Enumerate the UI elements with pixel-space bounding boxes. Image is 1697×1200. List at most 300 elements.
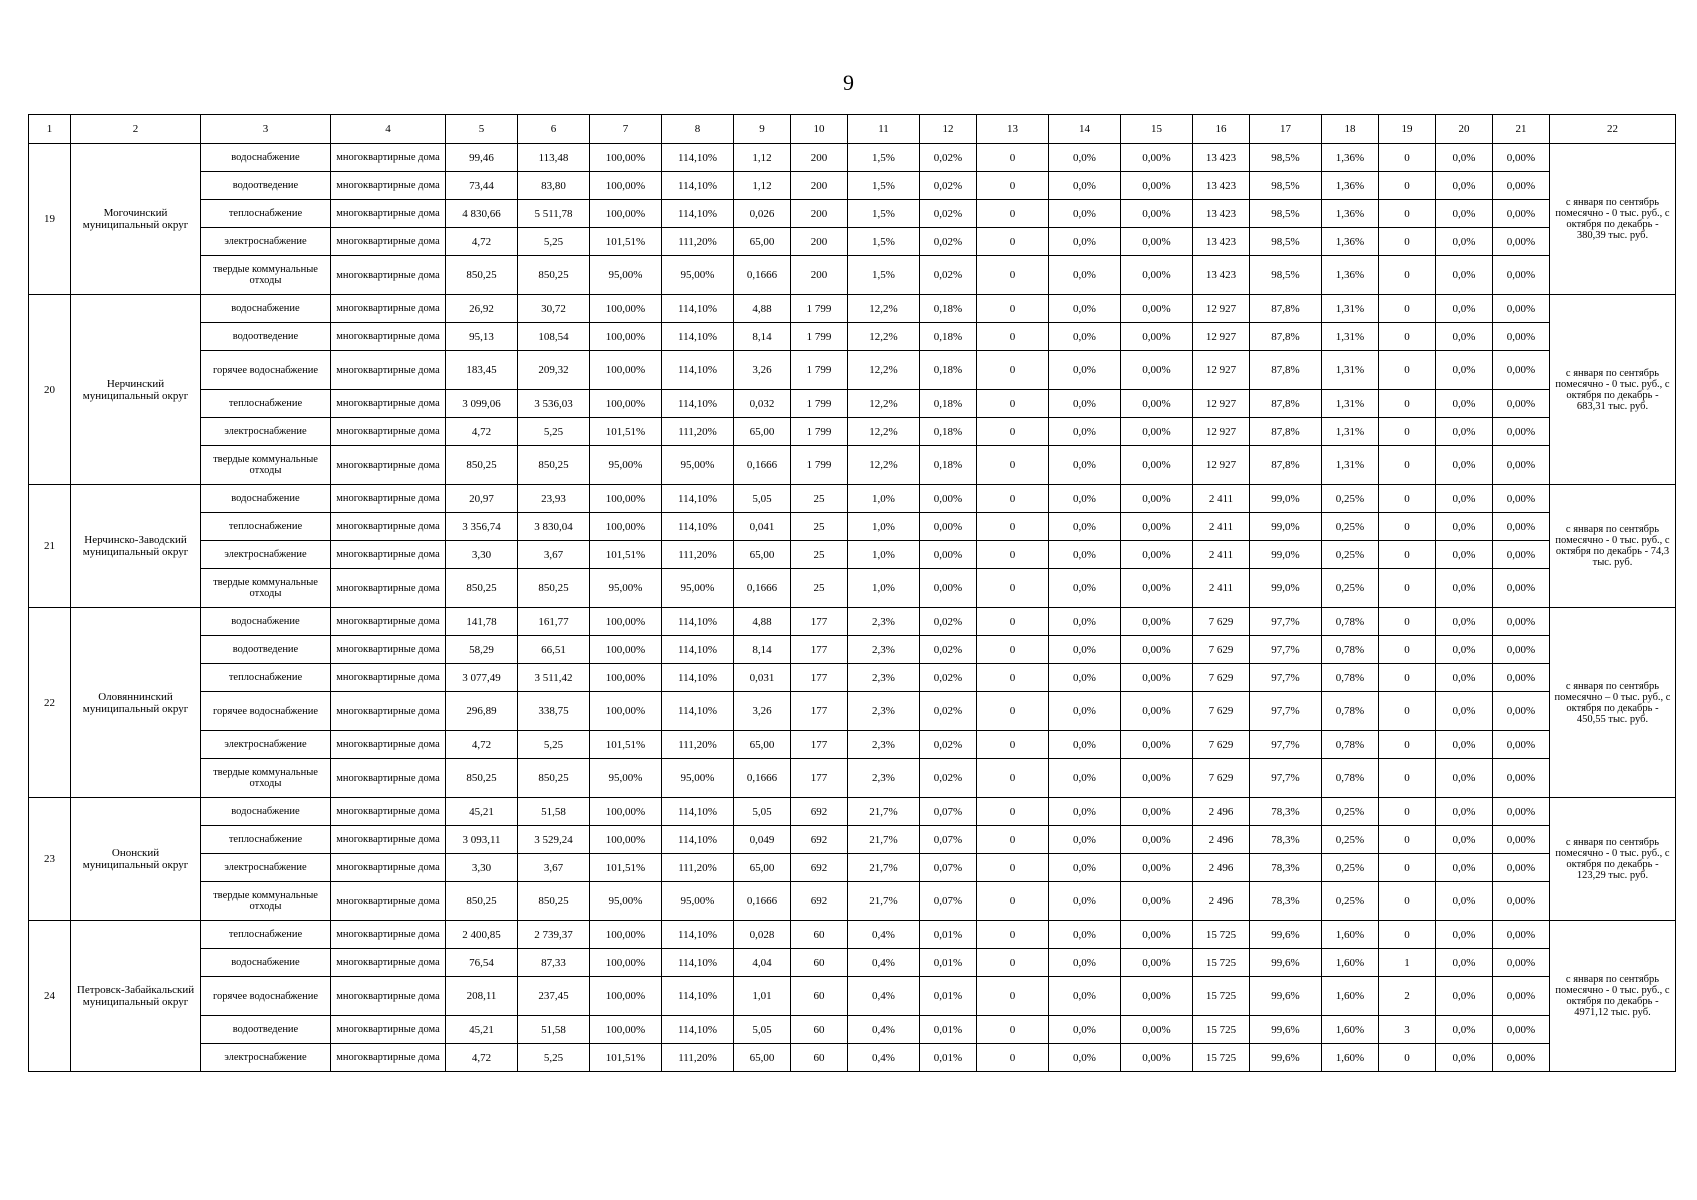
value-cell: 0,4% <box>848 949 920 977</box>
value-cell: 101,51% <box>590 228 662 256</box>
value-cell: 0,0% <box>1436 256 1493 295</box>
value-cell: 0,0% <box>1049 351 1121 390</box>
value-cell: 100,00% <box>590 1016 662 1044</box>
value-cell: 114,10% <box>662 1016 734 1044</box>
value-cell: 2 496 <box>1193 798 1250 826</box>
value-cell: 13 423 <box>1193 144 1250 172</box>
value-cell: 0 <box>977 854 1049 882</box>
value-cell: 0,00% <box>1493 446 1550 485</box>
value-cell: 0 <box>977 256 1049 295</box>
value-cell: 66,51 <box>518 636 590 664</box>
table-row <box>29 731 1676 759</box>
value-cell: 4,72 <box>446 731 518 759</box>
tariff-table <box>28 114 1676 1072</box>
value-cell: 2 496 <box>1193 826 1250 854</box>
value-cell: 21,7% <box>848 854 920 882</box>
value-cell: 0,0% <box>1049 200 1121 228</box>
value-cell: 1,36% <box>1322 228 1379 256</box>
value-cell: 0,00% <box>1121 664 1193 692</box>
value-cell: 58,29 <box>446 636 518 664</box>
service-name: твердые коммунальные отходы <box>201 759 331 798</box>
housing-type: многоквартирные дома <box>331 485 446 513</box>
value-cell: 0,00% <box>1493 608 1550 636</box>
value-cell: 0,031 <box>734 664 791 692</box>
value-cell: 0 <box>977 513 1049 541</box>
value-cell: 0 <box>1379 418 1436 446</box>
housing-type: многоквартирные дома <box>331 1016 446 1044</box>
table-row <box>29 882 1676 921</box>
value-cell: 0,02% <box>920 692 977 731</box>
value-cell: 0,02% <box>920 731 977 759</box>
value-cell: 3 356,74 <box>446 513 518 541</box>
value-cell: 0,00% <box>1493 351 1550 390</box>
value-cell: 1,5% <box>848 200 920 228</box>
table-row <box>29 921 1676 949</box>
value-cell: 98,5% <box>1250 256 1322 295</box>
value-cell: 15 725 <box>1193 1044 1250 1072</box>
value-cell: 0 <box>1379 390 1436 418</box>
housing-type: многоквартирные дома <box>331 351 446 390</box>
value-cell: 0,00% <box>1121 513 1193 541</box>
value-cell: 208,11 <box>446 977 518 1016</box>
value-cell: 12,2% <box>848 295 920 323</box>
district-name: Нерчинско-Заводский муниципальный округ <box>71 485 201 608</box>
value-cell: 161,77 <box>518 608 590 636</box>
value-cell: 0,00% <box>1121 256 1193 295</box>
value-cell: 5,05 <box>734 485 791 513</box>
value-cell: 0,028 <box>734 921 791 949</box>
column-header: 18 <box>1322 115 1379 144</box>
value-cell: 0,0% <box>1436 172 1493 200</box>
value-cell: 99,0% <box>1250 569 1322 608</box>
value-cell: 2 400,85 <box>446 921 518 949</box>
value-cell: 0,18% <box>920 418 977 446</box>
value-cell: 60 <box>791 949 848 977</box>
value-cell: 99,0% <box>1250 541 1322 569</box>
value-cell: 1,0% <box>848 569 920 608</box>
value-cell: 1,0% <box>848 485 920 513</box>
value-cell: 0,1666 <box>734 569 791 608</box>
value-cell: 108,54 <box>518 323 590 351</box>
housing-type: многоквартирные дома <box>331 826 446 854</box>
column-header: 3 <box>201 115 331 144</box>
value-cell: 65,00 <box>734 854 791 882</box>
value-cell: 0,02% <box>920 256 977 295</box>
value-cell: 25 <box>791 541 848 569</box>
value-cell: 0,0% <box>1436 323 1493 351</box>
table-row <box>29 977 1676 1016</box>
service-name: горячее водоснабжение <box>201 692 331 731</box>
value-cell: 100,00% <box>590 200 662 228</box>
payment-note: с января по сентябрь помесячно – 0 тыс. руб., с октября по декабрь - 450,55 тыс. руб. <box>1550 608 1676 798</box>
value-cell: 177 <box>791 692 848 731</box>
housing-type: многоквартирные дома <box>331 541 446 569</box>
value-cell: 45,21 <box>446 1016 518 1044</box>
value-cell: 0,00% <box>1121 854 1193 882</box>
value-cell: 0,00% <box>1493 172 1550 200</box>
column-header: 14 <box>1049 115 1121 144</box>
value-cell: 0,0% <box>1049 228 1121 256</box>
payment-note: с января по сентябрь помесячно - 0 тыс. руб., с октября по декабрь - 74,3 тыс. руб. <box>1550 485 1676 608</box>
housing-type: многоквартирные дома <box>331 1044 446 1072</box>
value-cell: 100,00% <box>590 692 662 731</box>
value-cell: 0 <box>977 323 1049 351</box>
value-cell: 0,00% <box>1121 172 1193 200</box>
value-cell: 5,25 <box>518 228 590 256</box>
housing-type: многоквартирные дома <box>331 295 446 323</box>
value-cell: 141,78 <box>446 608 518 636</box>
housing-type: многоквартирные дома <box>331 664 446 692</box>
value-cell: 5,05 <box>734 1016 791 1044</box>
value-cell: 0,02% <box>920 200 977 228</box>
value-cell: 7 629 <box>1193 636 1250 664</box>
value-cell: 1 799 <box>791 390 848 418</box>
value-cell: 0 <box>977 144 1049 172</box>
value-cell: 114,10% <box>662 390 734 418</box>
table-row <box>29 608 1676 636</box>
value-cell: 101,51% <box>590 731 662 759</box>
value-cell: 177 <box>791 664 848 692</box>
value-cell: 0 <box>977 692 1049 731</box>
value-cell: 1,31% <box>1322 418 1379 446</box>
value-cell: 0,4% <box>848 1044 920 1072</box>
value-cell: 0,0% <box>1436 921 1493 949</box>
value-cell: 1,31% <box>1322 390 1379 418</box>
housing-type: многоквартирные дома <box>331 636 446 664</box>
value-cell: 65,00 <box>734 1044 791 1072</box>
value-cell: 850,25 <box>446 759 518 798</box>
value-cell: 0,00% <box>1121 485 1193 513</box>
value-cell: 0,00% <box>1121 636 1193 664</box>
service-name: водоотведение <box>201 636 331 664</box>
value-cell: 0 <box>1379 636 1436 664</box>
value-cell: 23,93 <box>518 485 590 513</box>
housing-type: многоквартирные дома <box>331 144 446 172</box>
value-cell: 76,54 <box>446 949 518 977</box>
value-cell: 0,00% <box>1121 1016 1193 1044</box>
value-cell: 114,10% <box>662 172 734 200</box>
value-cell: 0,0% <box>1436 513 1493 541</box>
value-cell: 5 511,78 <box>518 200 590 228</box>
value-cell: 0,00% <box>1121 446 1193 485</box>
column-header: 11 <box>848 115 920 144</box>
value-cell: 850,25 <box>446 882 518 921</box>
value-cell: 0,00% <box>1493 636 1550 664</box>
value-cell: 0 <box>1379 826 1436 854</box>
value-cell: 97,7% <box>1250 759 1322 798</box>
value-cell: 0,00% <box>1121 418 1193 446</box>
value-cell: 0,01% <box>920 977 977 1016</box>
value-cell: 3 077,49 <box>446 664 518 692</box>
value-cell: 0,25% <box>1322 798 1379 826</box>
value-cell: 2,3% <box>848 608 920 636</box>
value-cell: 0,18% <box>920 295 977 323</box>
value-cell: 87,33 <box>518 949 590 977</box>
value-cell: 0,01% <box>920 1016 977 1044</box>
value-cell: 177 <box>791 759 848 798</box>
value-cell: 0,0% <box>1436 692 1493 731</box>
housing-type: многоквартирные дома <box>331 323 446 351</box>
value-cell: 0 <box>977 608 1049 636</box>
value-cell: 0,02% <box>920 144 977 172</box>
value-cell: 0 <box>977 446 1049 485</box>
table-row <box>29 323 1676 351</box>
value-cell: 4 830,66 <box>446 200 518 228</box>
value-cell: 2 <box>1379 977 1436 1016</box>
table-row <box>29 826 1676 854</box>
value-cell: 0 <box>977 351 1049 390</box>
value-cell: 0 <box>977 295 1049 323</box>
housing-type: многоквартирные дома <box>331 977 446 1016</box>
service-name: электроснабжение <box>201 418 331 446</box>
value-cell: 1,60% <box>1322 949 1379 977</box>
value-cell: 5,25 <box>518 731 590 759</box>
value-cell: 114,10% <box>662 826 734 854</box>
value-cell: 95,00% <box>590 882 662 921</box>
value-cell: 0,02% <box>920 608 977 636</box>
value-cell: 200 <box>791 144 848 172</box>
value-cell: 1,36% <box>1322 200 1379 228</box>
value-cell: 0 <box>1379 351 1436 390</box>
value-cell: 0,18% <box>920 323 977 351</box>
value-cell: 0,0% <box>1436 390 1493 418</box>
value-cell: 0,00% <box>1493 256 1550 295</box>
value-cell: 0,18% <box>920 446 977 485</box>
value-cell: 1,31% <box>1322 446 1379 485</box>
value-cell: 4,72 <box>446 228 518 256</box>
value-cell: 0,032 <box>734 390 791 418</box>
value-cell: 0,78% <box>1322 692 1379 731</box>
housing-type: многоквартирные дома <box>331 418 446 446</box>
value-cell: 1,60% <box>1322 977 1379 1016</box>
value-cell: 1,31% <box>1322 323 1379 351</box>
district-name: Оловяннинский муниципальный округ <box>71 608 201 798</box>
column-header: 22 <box>1550 115 1676 144</box>
value-cell: 0 <box>1379 200 1436 228</box>
value-cell: 0,026 <box>734 200 791 228</box>
value-cell: 95,00% <box>662 759 734 798</box>
value-cell: 0 <box>1379 882 1436 921</box>
value-cell: 65,00 <box>734 228 791 256</box>
value-cell: 1 799 <box>791 418 848 446</box>
value-cell: 0 <box>977 1044 1049 1072</box>
column-header: 13 <box>977 115 1049 144</box>
value-cell: 3,30 <box>446 854 518 882</box>
value-cell: 0,02% <box>920 664 977 692</box>
value-cell: 15 725 <box>1193 949 1250 977</box>
value-cell: 13 423 <box>1193 200 1250 228</box>
service-name: водоотведение <box>201 172 331 200</box>
value-cell: 0,1666 <box>734 759 791 798</box>
value-cell: 0 <box>977 390 1049 418</box>
value-cell: 692 <box>791 798 848 826</box>
value-cell: 97,7% <box>1250 636 1322 664</box>
value-cell: 7 629 <box>1193 664 1250 692</box>
value-cell: 114,10% <box>662 144 734 172</box>
value-cell: 2 411 <box>1193 513 1250 541</box>
value-cell: 0,0% <box>1049 882 1121 921</box>
service-name: твердые коммунальные отходы <box>201 569 331 608</box>
value-cell: 12 927 <box>1193 446 1250 485</box>
value-cell: 12,2% <box>848 323 920 351</box>
service-name: твердые коммунальные отходы <box>201 446 331 485</box>
value-cell: 200 <box>791 172 848 200</box>
table-row <box>29 759 1676 798</box>
value-cell: 78,3% <box>1250 882 1322 921</box>
value-cell: 1,60% <box>1322 921 1379 949</box>
value-cell: 25 <box>791 513 848 541</box>
service-name: теплоснабжение <box>201 921 331 949</box>
value-cell: 1,36% <box>1322 144 1379 172</box>
value-cell: 183,45 <box>446 351 518 390</box>
value-cell: 0 <box>977 1016 1049 1044</box>
housing-type: многоквартирные дома <box>331 256 446 295</box>
value-cell: 0,0% <box>1049 921 1121 949</box>
service-name: водоснабжение <box>201 485 331 513</box>
value-cell: 0,0% <box>1049 798 1121 826</box>
value-cell: 0,00% <box>1493 921 1550 949</box>
value-cell: 97,7% <box>1250 664 1322 692</box>
value-cell: 4,72 <box>446 1044 518 1072</box>
value-cell: 2,3% <box>848 731 920 759</box>
value-cell: 0,4% <box>848 977 920 1016</box>
value-cell: 100,00% <box>590 513 662 541</box>
value-cell: 51,58 <box>518 1016 590 1044</box>
value-cell: 692 <box>791 854 848 882</box>
value-cell: 0,00% <box>1121 798 1193 826</box>
service-name: водоснабжение <box>201 295 331 323</box>
value-cell: 850,25 <box>518 446 590 485</box>
value-cell: 60 <box>791 1016 848 1044</box>
value-cell: 0 <box>1379 798 1436 826</box>
value-cell: 4,72 <box>446 418 518 446</box>
value-cell: 99,6% <box>1250 1044 1322 1072</box>
value-cell: 0,00% <box>1493 541 1550 569</box>
value-cell: 113,48 <box>518 144 590 172</box>
value-cell: 0 <box>1379 513 1436 541</box>
value-cell: 0,00% <box>920 513 977 541</box>
value-cell: 0,02% <box>920 759 977 798</box>
value-cell: 0,00% <box>1493 949 1550 977</box>
service-name: теплоснабжение <box>201 664 331 692</box>
table-row <box>29 569 1676 608</box>
value-cell: 0,00% <box>1121 608 1193 636</box>
value-cell: 0,01% <box>920 949 977 977</box>
value-cell: 850,25 <box>518 882 590 921</box>
service-name: твердые коммунальные отходы <box>201 256 331 295</box>
value-cell: 1,0% <box>848 541 920 569</box>
value-cell: 0,0% <box>1049 569 1121 608</box>
value-cell: 100,00% <box>590 295 662 323</box>
row-number: 19 <box>29 144 71 295</box>
service-name: электроснабжение <box>201 731 331 759</box>
value-cell: 0,00% <box>1121 390 1193 418</box>
housing-type: многоквартирные дома <box>331 608 446 636</box>
value-cell: 111,20% <box>662 854 734 882</box>
column-header: 6 <box>518 115 590 144</box>
value-cell: 0 <box>1379 1044 1436 1072</box>
value-cell: 114,10% <box>662 200 734 228</box>
value-cell: 100,00% <box>590 949 662 977</box>
service-name: электроснабжение <box>201 228 331 256</box>
value-cell: 0 <box>1379 759 1436 798</box>
value-cell: 3 093,11 <box>446 826 518 854</box>
value-cell: 2,3% <box>848 664 920 692</box>
service-name: теплоснабжение <box>201 826 331 854</box>
value-cell: 99,0% <box>1250 513 1322 541</box>
value-cell: 95,00% <box>590 256 662 295</box>
value-cell: 1 799 <box>791 295 848 323</box>
service-name: водоснабжение <box>201 608 331 636</box>
value-cell: 0,00% <box>1493 144 1550 172</box>
value-cell: 12,2% <box>848 418 920 446</box>
value-cell: 0,00% <box>1493 731 1550 759</box>
value-cell: 0,0% <box>1049 692 1121 731</box>
value-cell: 200 <box>791 256 848 295</box>
value-cell: 0,0% <box>1049 446 1121 485</box>
value-cell: 692 <box>791 826 848 854</box>
value-cell: 0,00% <box>920 541 977 569</box>
value-cell: 0,00% <box>1121 569 1193 608</box>
value-cell: 0,78% <box>1322 608 1379 636</box>
value-cell: 3,67 <box>518 854 590 882</box>
district-name: Могочинский муниципальный округ <box>71 144 201 295</box>
service-name: теплоснабжение <box>201 390 331 418</box>
value-cell: 338,75 <box>518 692 590 731</box>
value-cell: 0,0% <box>1049 144 1121 172</box>
value-cell: 0 <box>1379 295 1436 323</box>
value-cell: 0 <box>1379 485 1436 513</box>
value-cell: 0,0% <box>1436 949 1493 977</box>
value-cell: 850,25 <box>518 759 590 798</box>
value-cell: 0,0% <box>1049 418 1121 446</box>
value-cell: 99,0% <box>1250 485 1322 513</box>
value-cell: 87,8% <box>1250 295 1322 323</box>
value-cell: 0,041 <box>734 513 791 541</box>
value-cell: 0,0% <box>1049 256 1121 295</box>
value-cell: 0,1666 <box>734 882 791 921</box>
value-cell: 114,10% <box>662 351 734 390</box>
value-cell: 0 <box>977 418 1049 446</box>
value-cell: 0,00% <box>1121 541 1193 569</box>
value-cell: 7 629 <box>1193 731 1250 759</box>
value-cell: 0,0% <box>1436 144 1493 172</box>
value-cell: 0,00% <box>1121 1044 1193 1072</box>
value-cell: 0,0% <box>1436 228 1493 256</box>
value-cell: 0,00% <box>1121 323 1193 351</box>
value-cell: 13 423 <box>1193 228 1250 256</box>
value-cell: 60 <box>791 921 848 949</box>
service-name: электроснабжение <box>201 854 331 882</box>
value-cell: 0,0% <box>1436 759 1493 798</box>
column-header: 20 <box>1436 115 1493 144</box>
service-name: водоснабжение <box>201 949 331 977</box>
value-cell: 97,7% <box>1250 731 1322 759</box>
housing-type: многоквартирные дома <box>331 513 446 541</box>
value-cell: 692 <box>791 882 848 921</box>
value-cell: 0,0% <box>1049 485 1121 513</box>
table-row <box>29 1016 1676 1044</box>
value-cell: 3 536,03 <box>518 390 590 418</box>
value-cell: 83,80 <box>518 172 590 200</box>
value-cell: 200 <box>791 228 848 256</box>
table-row <box>29 172 1676 200</box>
value-cell: 0,00% <box>1493 882 1550 921</box>
value-cell: 0,1666 <box>734 446 791 485</box>
value-cell: 0,0% <box>1049 172 1121 200</box>
table-row <box>29 200 1676 228</box>
value-cell: 65,00 <box>734 541 791 569</box>
